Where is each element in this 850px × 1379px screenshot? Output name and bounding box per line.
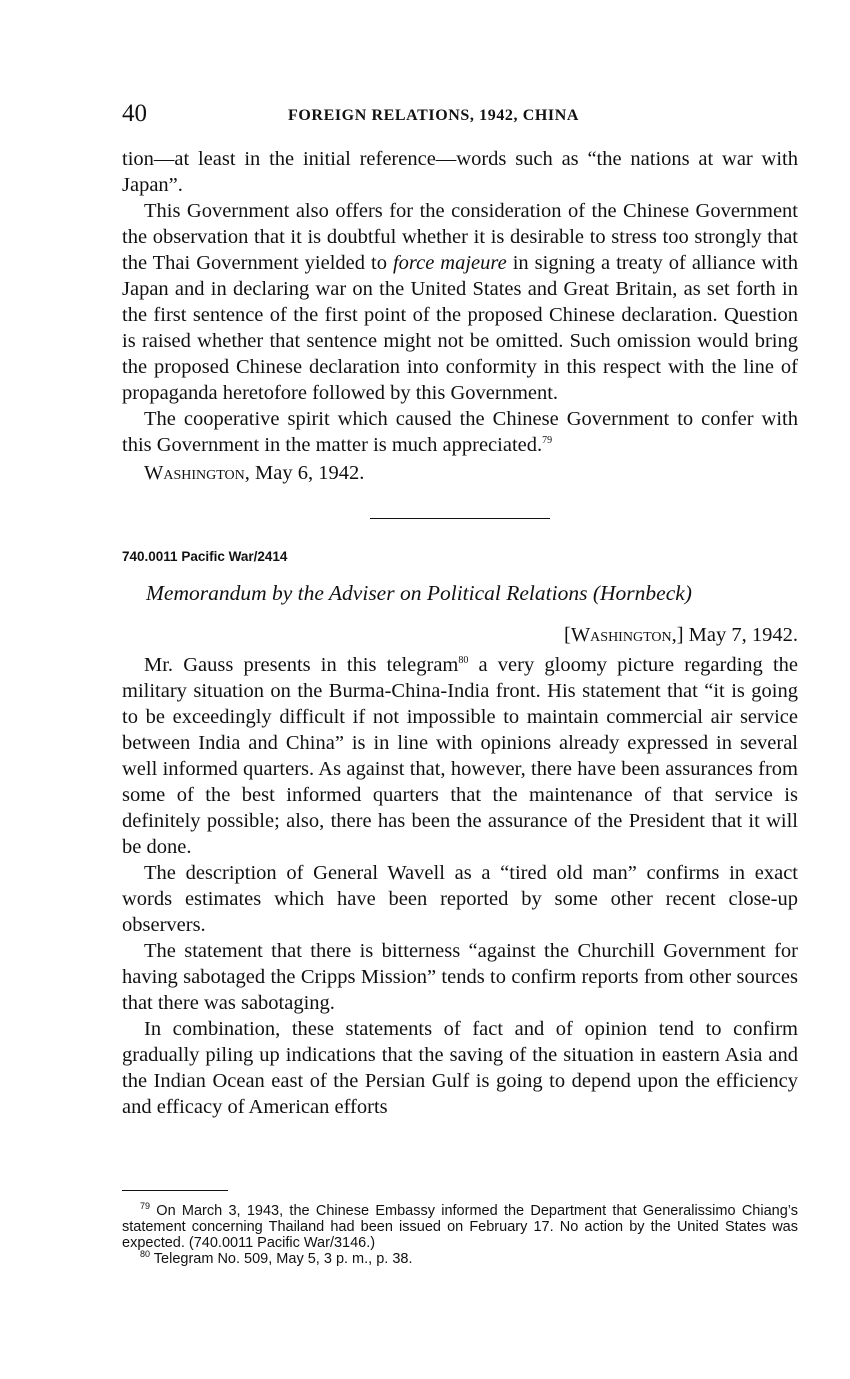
italic-phrase: force majeure: [392, 252, 507, 274]
section-divider: [370, 518, 550, 519]
signature-date: May 6, 1942.: [249, 462, 365, 484]
paragraph-text: Mr. Gauss presents in this telegram: [144, 654, 459, 676]
paragraph-combination: In combination, these statements of fact and of opinion tend to confirm gradually piling up indications that the saving of the situation in eastern Asia and the Indian Ocean east of the Persian Gulf is going to depend upon the efficiency and efficacy of American efforts: [122, 1018, 798, 1118]
paragraph-cooperative-spirit: [122, 406, 798, 458]
footnote-text: On March 3, 1943, the Chinese Embassy informed the Department that Generalissimo Chiang’s statement concerning Thailand had been issued on February 17. No action by the United States was expected. (740.0011 Pacific War/3146.): [122, 1203, 798, 1251]
paragraph-gauss: [122, 652, 798, 860]
dateline-date: ] May 7, 1942.: [676, 624, 798, 646]
page-number: 40: [122, 100, 147, 127]
footnote-text: Telegram No. 509, May 5, 3 p. m., p. 38.: [153, 1251, 413, 1267]
signature-place: Washington,: [144, 462, 250, 484]
dateline-bracket: [: [564, 624, 571, 646]
running-title: FOREIGN RELATIONS, 1942, CHINA: [288, 107, 580, 124]
paragraph-text: a very gloomy picture regarding the military situation on the Burma-China-India front. His statement that “it is going to be exceedingly difficult if not impossible to maintain commercial air service between India and China” is in line with opinions already expressed in several well informed quarters. As against that, however, there have been assurances from some of the best informed quarters that the maintenance of that service is definitely possible; also, there has been the assurance of the President that it will be done.: [122, 654, 798, 858]
running-head: [122, 100, 798, 130]
footnote-80: [122, 1251, 798, 1267]
paragraph-cripps: The statement that there is bitterness “against the Churchill Government for having sabotaged the Cripps Mission” tends to confirm reports from other sources that there was sabotaging.: [122, 940, 798, 1014]
document-title: Memorandum by the Adviser on Political Relations (Hornbeck): [146, 581, 692, 605]
paragraph-wavell: The description of General Wavell as a “tired old man” confirms in exact words estimates which have been reported by some other recent close-up observers.: [122, 862, 798, 936]
continued-paragraph: tion—at least in the initial reference—words such as “the nations at war with Japan”.: [122, 148, 798, 196]
footnote-mark: 80: [140, 1249, 151, 1259]
footnote-79: [122, 1203, 798, 1251]
file-number: 740.0011 Pacific War/2414: [122, 549, 288, 564]
footnotes: [122, 1190, 798, 1267]
footnote-ref-80: 80: [458, 655, 469, 666]
paragraph-thai-government: [122, 198, 798, 406]
paragraph-text: This Government also offers for the consideration of the Chinese Government the observation that it is doubtful whether it is desirable to stress too strongly that the Thai Government yielded to: [122, 200, 798, 274]
footnote-rule: [122, 1190, 228, 1191]
dateline: [122, 622, 798, 648]
footnote-ref-79: 79: [542, 435, 553, 446]
signature-line: [122, 460, 798, 486]
dateline-place: Washington,: [570, 624, 677, 646]
footnote-mark: 79: [140, 1201, 151, 1211]
paragraph-text: in signing a treaty of alliance with Japan and in declaring war on the United States and Great Britain, as set forth in the first sentence of the first point of the proposed Chinese declaration. Question is raised whether that sentence might not be omitted. Such omission would bring the proposed Chinese declaration into conformity in this respect with the line of propaganda heretofore followed by this Government.: [122, 252, 798, 404]
body-text: [122, 146, 798, 1120]
paragraph-text: The cooperative spirit which caused the Chinese Government to confer with this Government in the matter is much appreciated.: [122, 408, 798, 456]
